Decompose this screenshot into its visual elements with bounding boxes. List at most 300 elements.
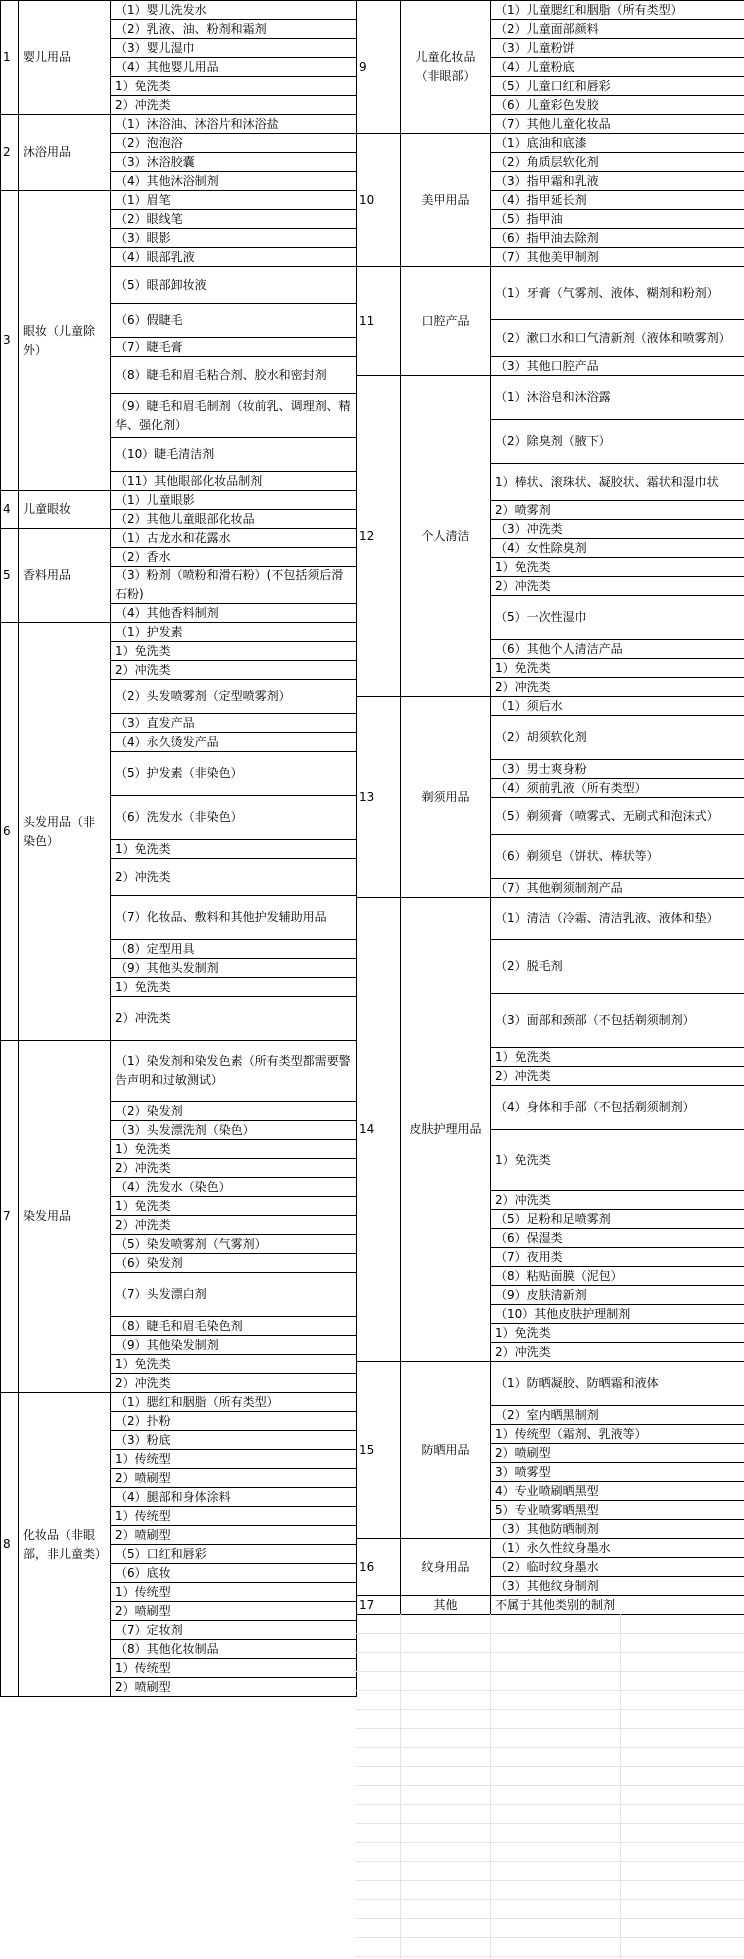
left-item bbox=[110, 641, 357, 661]
right-item bbox=[490, 1361, 744, 1406]
left-category-name-text: 染发用品 bbox=[23, 1209, 72, 1223]
right-category-number-text: 16 bbox=[359, 1559, 375, 1574]
right-item-text: 1）免洗类 bbox=[495, 660, 551, 675]
left-item-text: （8）睫毛和眉毛染色剂 bbox=[115, 1318, 243, 1333]
left-item-text: （6）染发剂 bbox=[115, 1255, 183, 1270]
right-item-text: （6）剃须皂（饼状、棒状等） bbox=[495, 849, 659, 863]
right-item bbox=[490, 519, 744, 539]
left-item-text: 1）免洗类 bbox=[115, 643, 171, 658]
right-category-name bbox=[400, 1361, 491, 1539]
left-item-text: （5）眼部卸妆液 bbox=[115, 277, 207, 292]
left-item bbox=[110, 171, 357, 191]
left-item bbox=[110, 1449, 357, 1469]
left-category-name-text: 婴儿用品 bbox=[23, 50, 72, 64]
right-item-text: （1）须后水 bbox=[495, 698, 563, 713]
right-item bbox=[490, 1519, 744, 1539]
right-category-name bbox=[400, 266, 491, 376]
left-item bbox=[110, 19, 357, 39]
right-category-number bbox=[356, 1538, 401, 1596]
left-item bbox=[110, 1582, 357, 1602]
left-item bbox=[110, 76, 357, 96]
left-item-text: （7）睫毛膏 bbox=[115, 339, 183, 354]
right-item-text: （8）粘贴面膜（泥包） bbox=[495, 1268, 623, 1283]
left-item bbox=[110, 1272, 357, 1317]
right-category-number-text: 10 bbox=[359, 192, 375, 207]
left-item-text: 1）传统型 bbox=[115, 1508, 171, 1523]
right-category-number-text: 9 bbox=[359, 59, 367, 74]
right-item bbox=[490, 1538, 744, 1558]
left-item bbox=[110, 1234, 357, 1254]
left-category-number bbox=[0, 0, 19, 115]
right-item bbox=[490, 1085, 744, 1130]
left-category-number bbox=[0, 528, 19, 623]
right-item bbox=[490, 759, 744, 779]
left-item-text: 2）冲洗类 bbox=[115, 1160, 171, 1175]
right-category-name bbox=[400, 696, 491, 898]
left-item bbox=[110, 996, 357, 1041]
left-item bbox=[110, 303, 357, 338]
right-item-text: （1）沐浴皂和沐浴露 bbox=[495, 390, 611, 404]
gridline bbox=[356, 1937, 744, 1938]
left-category-name bbox=[18, 114, 111, 191]
left-item-text: 2）冲洗类 bbox=[115, 97, 171, 112]
right-item-text: 不属于其他类别的制剂 bbox=[495, 1597, 616, 1612]
right-item bbox=[490, 696, 744, 716]
left-item bbox=[110, 38, 357, 58]
right-item bbox=[490, 463, 744, 501]
right-item bbox=[490, 1342, 744, 1362]
right-item-text: （5）足粉和足喷雾剂 bbox=[495, 1211, 611, 1226]
right-item bbox=[490, 247, 744, 267]
left-item-text: （9）其他染发制剂 bbox=[115, 1337, 219, 1352]
left-item-text: （2）扑粉 bbox=[115, 1413, 171, 1428]
right-item bbox=[490, 1190, 744, 1210]
right-item-text: （2）角质层软化剂 bbox=[495, 154, 599, 169]
left-item-text: 2）喷刷型 bbox=[115, 1527, 171, 1542]
right-item bbox=[490, 190, 744, 210]
gridline bbox=[356, 1861, 744, 1862]
right-item bbox=[490, 356, 744, 376]
left-item bbox=[110, 1354, 357, 1374]
right-category-name bbox=[400, 1595, 491, 1615]
left-item-text: （4）其他香料制剂 bbox=[115, 605, 219, 620]
right-item bbox=[490, 1462, 744, 1482]
right-item-text: （4）须前乳液（所有类型） bbox=[495, 780, 647, 795]
left-item-text: （3）沐浴胶囊 bbox=[115, 154, 195, 169]
right-item-text: （4）儿童粉底 bbox=[495, 59, 575, 74]
right-item-text: （1）底油和底漆 bbox=[495, 135, 587, 150]
left-item-text: （2）其他儿童眼部化妆品 bbox=[115, 511, 255, 526]
left-item-text: （4）眼部乳液 bbox=[115, 249, 195, 264]
left-item-text: （4）腿部和身体涂料 bbox=[115, 1489, 231, 1504]
left-category-name-text: 头发用品（非染色） bbox=[23, 814, 96, 848]
right-item bbox=[490, 1228, 744, 1248]
right-item bbox=[490, 266, 744, 320]
left-item bbox=[110, 1196, 357, 1216]
right-item-text: （3）儿童粉饼 bbox=[495, 40, 575, 55]
right-item-text: （1）牙膏（气雾剂、液体、糊剂和粉剂） bbox=[495, 285, 719, 300]
right-category-name bbox=[400, 133, 491, 267]
left-item-text: （1）沐浴油、沐浴片和沐浴盐 bbox=[115, 116, 279, 131]
left-item-text: （3）头发漂洗剂（染色） bbox=[115, 1122, 255, 1137]
right-item bbox=[490, 209, 744, 229]
right-item-text: （6）儿童彩色发胶 bbox=[495, 97, 599, 112]
left-item-text: （1）染发剂和染发色素（所有类型都需要警告声明和过敏测试） bbox=[115, 1054, 351, 1087]
left-item-text: 2）冲洗类 bbox=[115, 869, 171, 884]
right-item bbox=[490, 171, 744, 191]
right-category-name-text: 口腔产品 bbox=[421, 313, 470, 328]
right-item bbox=[490, 715, 744, 760]
right-item bbox=[490, 114, 744, 134]
right-category-name bbox=[400, 0, 491, 134]
right-item-text: （4）身体和手部（不包括剃须制剂） bbox=[495, 1100, 695, 1114]
right-item-text: 1）免洗类 bbox=[495, 1325, 551, 1340]
right-item-text: （7）夜用类 bbox=[495, 1249, 563, 1264]
right-category-name-text: 剃须用品 bbox=[421, 789, 470, 804]
left-category-number-text: 3 bbox=[3, 333, 11, 347]
right-item-text: （1）永久性纹身墨水 bbox=[495, 1540, 611, 1555]
left-category-number-text: 2 bbox=[3, 145, 11, 159]
left-item-text: （3）粉底 bbox=[115, 1432, 171, 1447]
left-category-name-text: 香料用品 bbox=[23, 568, 72, 582]
right-category-name bbox=[400, 1538, 491, 1596]
right-item-text: 2）喷刷型 bbox=[495, 1445, 551, 1460]
right-item-text: （6）指甲油去除剂 bbox=[495, 230, 599, 245]
left-item bbox=[110, 1639, 357, 1659]
left-item bbox=[110, 337, 357, 357]
right-item bbox=[490, 1500, 744, 1520]
left-item bbox=[110, 190, 357, 210]
right-item-text: 5）专业喷雾晒黑型 bbox=[495, 1502, 599, 1517]
gridline bbox=[356, 1728, 744, 1729]
left-item bbox=[110, 528, 357, 548]
right-category-number bbox=[356, 1361, 401, 1539]
left-item-text: （9）其他头发制剂 bbox=[115, 960, 219, 975]
left-item-text: （8）睫毛和眉毛粘合剂、胶水和密封剂 bbox=[115, 367, 327, 382]
left-category-name bbox=[18, 0, 111, 115]
left-category-name bbox=[18, 490, 111, 529]
right-category-number-text: 14 bbox=[359, 1122, 375, 1136]
left-item bbox=[110, 1158, 357, 1178]
right-item bbox=[490, 152, 744, 172]
right-item-text: （2）除臭剂（腋下） bbox=[495, 434, 611, 448]
left-category-name bbox=[18, 190, 111, 491]
left-item-text: （1）婴儿洗发水 bbox=[115, 2, 207, 17]
right-item-text: （3）指甲霜和乳液 bbox=[495, 173, 599, 188]
right-item bbox=[490, 538, 744, 558]
left-item bbox=[110, 1563, 357, 1583]
left-item-text: 2）冲洗类 bbox=[115, 1375, 171, 1390]
left-item bbox=[110, 603, 357, 623]
right-category-name bbox=[400, 897, 491, 1362]
right-item bbox=[490, 1443, 744, 1463]
right-item-text: （2）临时纹身墨水 bbox=[495, 1559, 599, 1574]
gridline bbox=[356, 1652, 744, 1653]
left-item-text: （5）染发喷雾剂（气雾剂） bbox=[115, 1236, 267, 1251]
right-category-number bbox=[356, 696, 401, 898]
right-item bbox=[490, 375, 744, 420]
left-category-number-text: 1 bbox=[3, 50, 11, 64]
left-item bbox=[110, 1215, 357, 1235]
right-item bbox=[490, 228, 744, 248]
left-item bbox=[110, 858, 357, 896]
left-item bbox=[110, 1468, 357, 1488]
right-item-text: （2）胡须软化剂 bbox=[495, 730, 587, 744]
left-item-text: （4）洗发水（染色） bbox=[115, 1179, 231, 1194]
right-item bbox=[490, 1323, 744, 1343]
right-category-number-text: 17 bbox=[359, 1597, 375, 1612]
right-item bbox=[490, 834, 744, 879]
right-item bbox=[490, 419, 744, 464]
left-category-name bbox=[18, 528, 111, 623]
right-item bbox=[490, 57, 744, 77]
left-category-number bbox=[0, 622, 19, 1041]
gridline bbox=[490, 1614, 491, 1959]
left-item bbox=[110, 839, 357, 859]
right-item-text: 2）冲洗类 bbox=[495, 578, 551, 593]
left-item bbox=[110, 1620, 357, 1640]
right-item-text: （6）其他个人清洁产品 bbox=[495, 641, 623, 656]
left-item bbox=[110, 895, 357, 940]
right-item-text: 1）免洗类 bbox=[495, 1049, 551, 1064]
gridline bbox=[620, 1614, 621, 1959]
right-item-text: （7）其他剃须制剂产品 bbox=[495, 880, 623, 895]
gridline bbox=[356, 1766, 744, 1767]
left-category-number-text: 7 bbox=[3, 1209, 11, 1223]
left-item-text: （2）头发喷雾剂（定型喷雾剂） bbox=[115, 689, 291, 703]
left-item-text: （3）直发产品 bbox=[115, 715, 195, 730]
left-item-text: （8）其他化妆制品 bbox=[115, 1641, 219, 1656]
right-item-text: （7）其他美甲制剂 bbox=[495, 249, 599, 264]
right-item bbox=[490, 778, 744, 798]
gridline bbox=[356, 1823, 744, 1824]
right-category-name-text: 皮肤护理用品 bbox=[409, 1122, 482, 1136]
right-item bbox=[490, 19, 744, 39]
left-item-text: （3）眼影 bbox=[115, 230, 171, 245]
right-item bbox=[490, 1576, 744, 1596]
right-item-text: （5）一次性湿巾 bbox=[495, 610, 587, 624]
gridline bbox=[356, 1690, 744, 1691]
left-item-text: 1）传统型 bbox=[115, 1451, 171, 1466]
left-item-text: 1）免洗类 bbox=[115, 78, 171, 93]
left-item-text: （3）婴儿湿巾 bbox=[115, 40, 195, 55]
left-item-text: （2）泡泡浴 bbox=[115, 135, 183, 150]
left-item bbox=[110, 1487, 357, 1507]
left-item bbox=[110, 1601, 357, 1621]
left-item bbox=[110, 1392, 357, 1412]
gridline bbox=[400, 1614, 401, 1959]
left-item bbox=[110, 1544, 357, 1564]
right-item-text: （5）指甲油 bbox=[495, 211, 563, 226]
left-item bbox=[110, 1373, 357, 1393]
right-category-number bbox=[356, 0, 401, 134]
left-item-text: （1）儿童眼影 bbox=[115, 492, 195, 507]
left-item-text: （5）口红和唇彩 bbox=[115, 1546, 207, 1561]
left-item bbox=[110, 566, 357, 604]
left-item-text: （1）古龙水和花露水 bbox=[115, 530, 231, 545]
right-category-number-text: 15 bbox=[359, 1442, 375, 1457]
right-item-text: （2）儿童面部颜料 bbox=[495, 21, 599, 36]
left-item bbox=[110, 133, 357, 153]
left-item bbox=[110, 1120, 357, 1140]
gridline bbox=[356, 1785, 744, 1786]
right-item-text: （6）保湿类 bbox=[495, 1230, 563, 1245]
right-item-text: （3）其他口腔产品 bbox=[495, 358, 599, 373]
left-category-number bbox=[0, 190, 19, 491]
left-item bbox=[110, 1525, 357, 1545]
right-item-text: 1）免洗类 bbox=[495, 1152, 551, 1167]
right-item bbox=[490, 1285, 744, 1305]
right-item bbox=[490, 133, 744, 153]
left-item-text: 2）喷刷型 bbox=[115, 1603, 171, 1618]
right-category-name-text: 美甲用品 bbox=[421, 192, 470, 207]
left-item bbox=[110, 732, 357, 752]
left-item bbox=[110, 95, 357, 115]
left-item bbox=[110, 437, 357, 472]
right-item bbox=[490, 319, 744, 357]
right-item-text: 1）传统型（霜剂、乳液等） bbox=[495, 1426, 647, 1441]
right-item-text: 2）冲洗类 bbox=[495, 1192, 551, 1207]
left-category-name bbox=[18, 1040, 111, 1393]
left-category-number bbox=[0, 490, 19, 529]
left-category-number-text: 5 bbox=[3, 568, 11, 582]
right-item bbox=[490, 1266, 744, 1286]
gridline bbox=[356, 1633, 744, 1634]
right-item bbox=[490, 1557, 744, 1577]
gridline bbox=[356, 1880, 744, 1881]
left-item bbox=[110, 751, 357, 796]
left-item bbox=[110, 1177, 357, 1197]
right-item-text: （3）男士爽身粉 bbox=[495, 761, 587, 776]
left-item bbox=[110, 0, 357, 20]
left-category-name-text: 眼妆（儿童除外） bbox=[23, 323, 96, 357]
right-item-text: 2）喷雾剂 bbox=[495, 502, 551, 517]
left-category-number bbox=[0, 1392, 19, 1697]
left-item-text: （7）头发漂白剂 bbox=[115, 1287, 207, 1301]
left-category-number-text: 6 bbox=[3, 824, 11, 838]
left-item-text: （4）永久烫发产品 bbox=[115, 734, 219, 749]
left-category-number-text: 4 bbox=[3, 502, 11, 516]
left-item bbox=[110, 1335, 357, 1355]
right-item bbox=[490, 595, 744, 640]
left-item-text: 1）免洗类 bbox=[115, 1356, 171, 1371]
right-item bbox=[490, 1129, 744, 1191]
right-item-text: （9）皮肤清新剂 bbox=[495, 1287, 587, 1302]
right-category-name-text: 纹身用品 bbox=[421, 1559, 470, 1574]
left-category-name bbox=[18, 622, 111, 1041]
left-item-text: 2）冲洗类 bbox=[115, 662, 171, 677]
left-category-name-text: 沐浴用品 bbox=[23, 145, 72, 159]
left-item-text: （2）乳液、油、粉剂和霜剂 bbox=[115, 21, 267, 36]
right-item-text: （4）指甲延长剂 bbox=[495, 192, 587, 207]
left-item bbox=[110, 1101, 357, 1121]
right-item bbox=[490, 500, 744, 520]
left-item bbox=[110, 713, 357, 733]
right-item bbox=[490, 658, 744, 678]
left-item bbox=[110, 114, 357, 134]
left-item bbox=[110, 1040, 357, 1102]
left-item bbox=[110, 152, 357, 172]
right-category-number bbox=[356, 1595, 401, 1615]
left-item bbox=[110, 1253, 357, 1273]
left-item bbox=[110, 1430, 357, 1450]
left-item bbox=[110, 1658, 357, 1678]
left-item bbox=[110, 679, 357, 714]
left-category-number-text: 8 bbox=[3, 1537, 11, 1551]
left-item bbox=[110, 977, 357, 997]
right-item bbox=[490, 557, 744, 577]
left-item bbox=[110, 209, 357, 229]
right-item bbox=[490, 939, 744, 994]
right-item-text: （7）其他儿童化妆品 bbox=[495, 116, 611, 131]
right-item-text: （2）漱口水和口气清新剂（液体和喷雾剂） bbox=[495, 330, 731, 345]
gridline bbox=[356, 1804, 744, 1805]
right-category-number bbox=[356, 133, 401, 267]
right-item-text: （1）儿童腮红和胭脂（所有类型） bbox=[495, 2, 683, 17]
right-item bbox=[490, 38, 744, 58]
right-item bbox=[490, 1595, 744, 1615]
gridline bbox=[356, 1709, 744, 1710]
right-category-number-text: 13 bbox=[359, 789, 375, 804]
right-item bbox=[490, 878, 744, 898]
left-item-text: （6）假睫毛 bbox=[115, 313, 183, 327]
right-category-name-text: 儿童化妆品（非眼部） bbox=[415, 50, 476, 83]
left-item-text: 1）免洗类 bbox=[115, 841, 171, 856]
left-category-name-text: 化妆品（非眼部，非儿童类） bbox=[23, 1527, 108, 1561]
right-item-text: 2）冲洗类 bbox=[495, 1068, 551, 1083]
left-item bbox=[110, 958, 357, 978]
left-item-text: 2）喷刷型 bbox=[115, 1470, 171, 1485]
left-item-text: （2）眼线笔 bbox=[115, 211, 183, 226]
left-item bbox=[110, 660, 357, 680]
left-item-text: 1）免洗类 bbox=[115, 979, 171, 994]
right-item-text: 4）专业喷刷晒黑型 bbox=[495, 1483, 599, 1498]
left-item bbox=[110, 939, 357, 959]
left-item bbox=[110, 228, 357, 248]
left-item bbox=[110, 622, 357, 642]
right-category-name-text: 个人清洁 bbox=[421, 528, 470, 543]
right-item bbox=[490, 1481, 744, 1501]
right-item bbox=[490, 76, 744, 96]
left-item bbox=[110, 547, 357, 567]
left-category-number bbox=[0, 114, 19, 191]
gridline bbox=[356, 1918, 744, 1919]
right-item bbox=[490, 1304, 744, 1324]
right-item-text: （3）其他纹身制剂 bbox=[495, 1578, 599, 1593]
left-item-text: （1）腮红和胭脂（所有类型） bbox=[115, 1394, 279, 1409]
right-item bbox=[490, 1424, 744, 1444]
right-item-text: 1）免洗类 bbox=[495, 559, 551, 574]
left-item-text: （1）护发素 bbox=[115, 624, 183, 639]
right-item bbox=[490, 0, 744, 20]
left-item bbox=[110, 795, 357, 840]
right-category-name-text: 防晒用品 bbox=[421, 1442, 470, 1457]
left-item bbox=[110, 57, 357, 77]
right-category-number-text: 11 bbox=[359, 313, 375, 328]
right-item bbox=[490, 1405, 744, 1425]
left-item-text: 1）传统型 bbox=[115, 1660, 171, 1675]
right-item bbox=[490, 639, 744, 659]
left-item-text: （3）粉剂（喷粉和滑石粉）(不包括须后滑石粉) bbox=[115, 568, 344, 601]
left-item bbox=[110, 1411, 357, 1431]
right-item bbox=[490, 576, 744, 596]
gridline bbox=[356, 1747, 744, 1748]
left-item-text: （10）睫毛清洁剂 bbox=[115, 447, 215, 461]
left-item-text: 2）喷刷型 bbox=[115, 1679, 171, 1694]
right-item-text: （3）冲洗类 bbox=[495, 521, 563, 536]
right-category-number-text: 12 bbox=[359, 528, 375, 543]
right-item bbox=[490, 1066, 744, 1086]
